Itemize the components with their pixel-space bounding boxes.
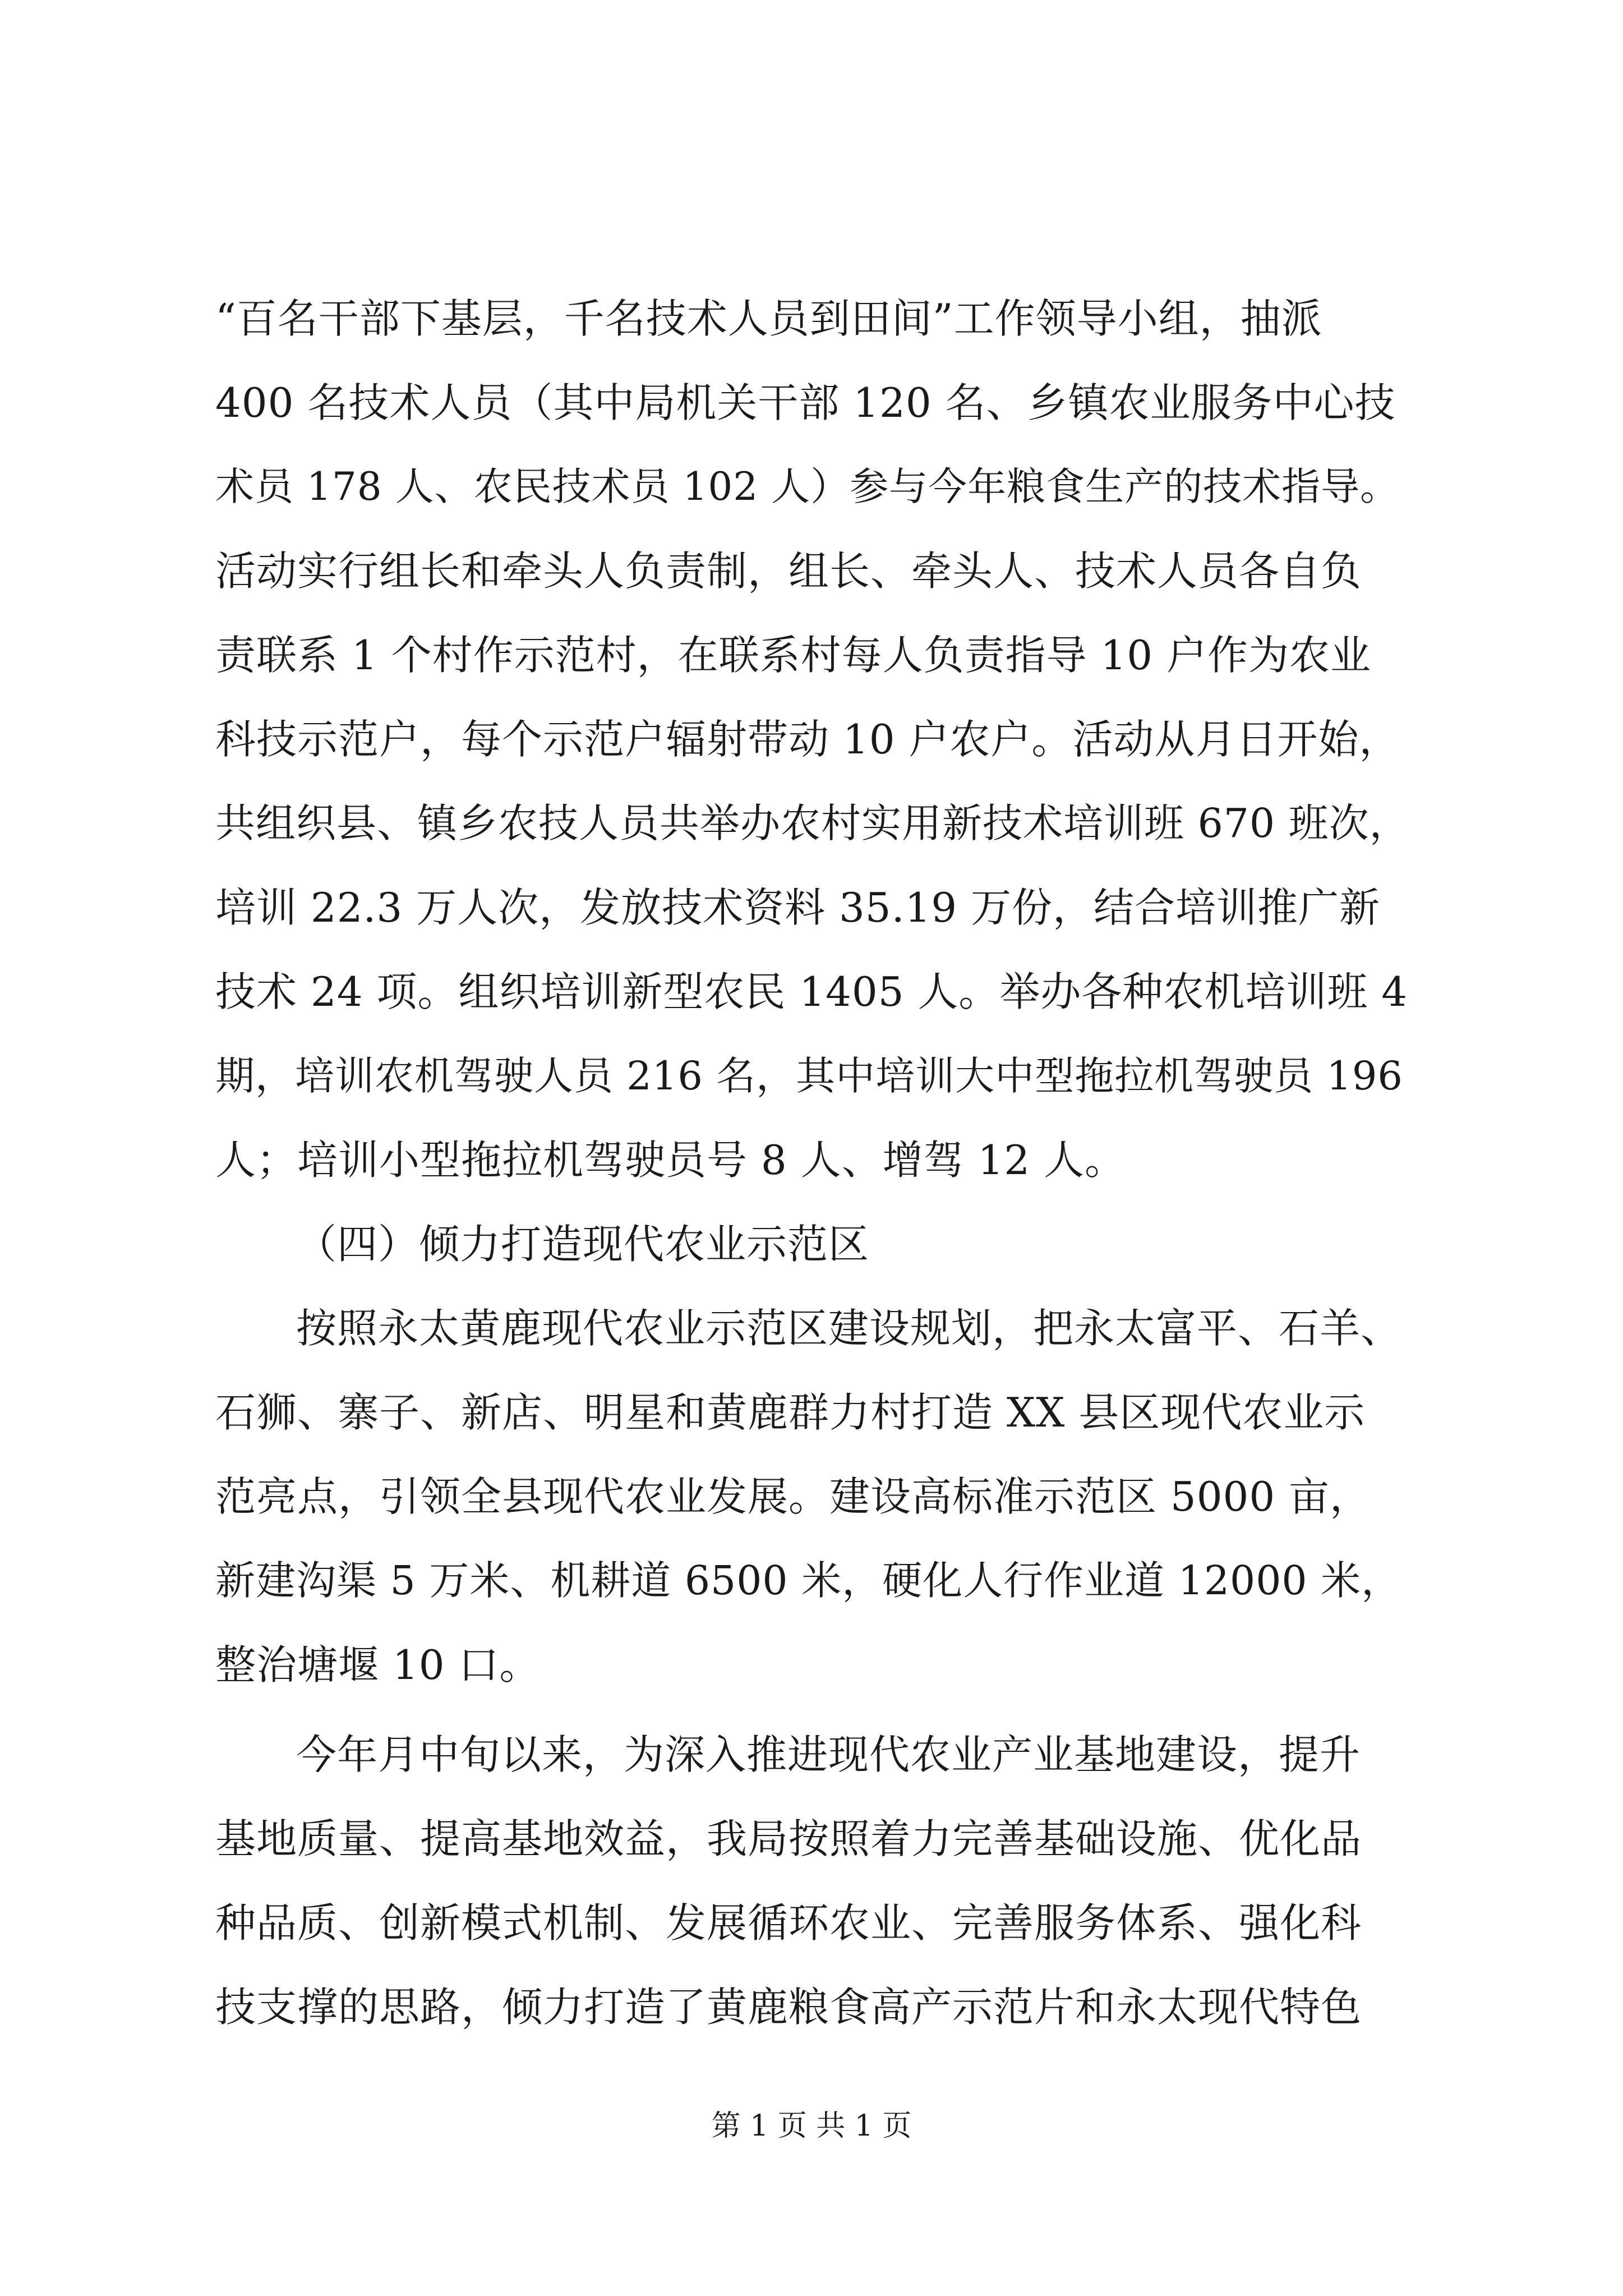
paragraph-line: 基地质量、提高基地效益，我局按照着力完善基础设施、优化品 — [215, 1815, 1362, 1862]
paragraph-line: 活动实行组长和牵头人负责制，组长、牵头人、技术人员各自负 — [215, 547, 1362, 595]
paragraph-line: 技支撑的思路，倾力打造了黄鹿粮食高产示范片和永太现代特色 — [215, 1984, 1362, 2031]
paragraph-line: 石狮、寨子、新店、明星和黄鹿群力村打造 XX 县区现代农业示 — [215, 1389, 1366, 1436]
paragraph-line: 按照永太黄鹿现代农业示范区建设规划，把永太富平、石羊、 — [296, 1305, 1402, 1352]
paragraph-line: 新建沟渠 5 万米、机耕道 6500 米，硬化人行作业道 12000 米， — [215, 1557, 1402, 1604]
paragraph-line: “百名干部下基层，千名技术人员到田间”工作领导小组，抽派 — [215, 295, 1322, 342]
paragraph-line: 共组织县、镇乡农技人员共举办农村实用新技术培训班 670 班次， — [215, 800, 1410, 846]
paragraph-line: 人；培训小型拖拉机驾驶员号 8 人、增驾 12 人。 — [215, 1137, 1126, 1184]
paragraph-line: 400 名技术人员（其中局机关干部 120 名、乡镇农业服务中心技 — [215, 379, 1396, 426]
paragraph-line: 技术 24 项。组织培训新型农民 1405 人。举办各种农机培训班 4 — [215, 968, 1408, 1015]
page-number-footer: 第 1 页 共 1 页 — [711, 2109, 912, 2143]
paragraph-line: 今年月中旬以来，为深入推进现代农业产业基地建设，提升 — [296, 1731, 1361, 1778]
paragraph-line: 整治塘堰 10 口。 — [215, 1641, 541, 1688]
paragraph-line: 范亮点，引领全县现代农业发展。建设高标准示范区 5000 亩， — [215, 1473, 1371, 1520]
paragraph-line: 培训 22.3 万人次，发放技术资料 35.19 万份，结合培训推广新 — [215, 884, 1380, 931]
paragraph-line: 科技示范户，每个示范户辐射带动 10 户农户。活动从月日开始， — [215, 716, 1400, 763]
paragraph-line: 期，培训农机驾驶人员 216 名，其中培训大中型拖拉机驾驶员 196 — [215, 1053, 1403, 1099]
paragraph-line: 术员 178 人、农民技术员 102 人）参与今年粮食生产的技术指导。 — [215, 464, 1400, 509]
paragraph-line: 责联系 1 个村作示范村，在联系村每人负责指导 10 户作为农业 — [215, 632, 1371, 679]
section-heading: （四）倾力打造现代农业示范区 — [296, 1221, 870, 1268]
paragraph-line: 种品质、创新模式机制、发展循环农业、完善服务体系、强化科 — [215, 1899, 1362, 1947]
